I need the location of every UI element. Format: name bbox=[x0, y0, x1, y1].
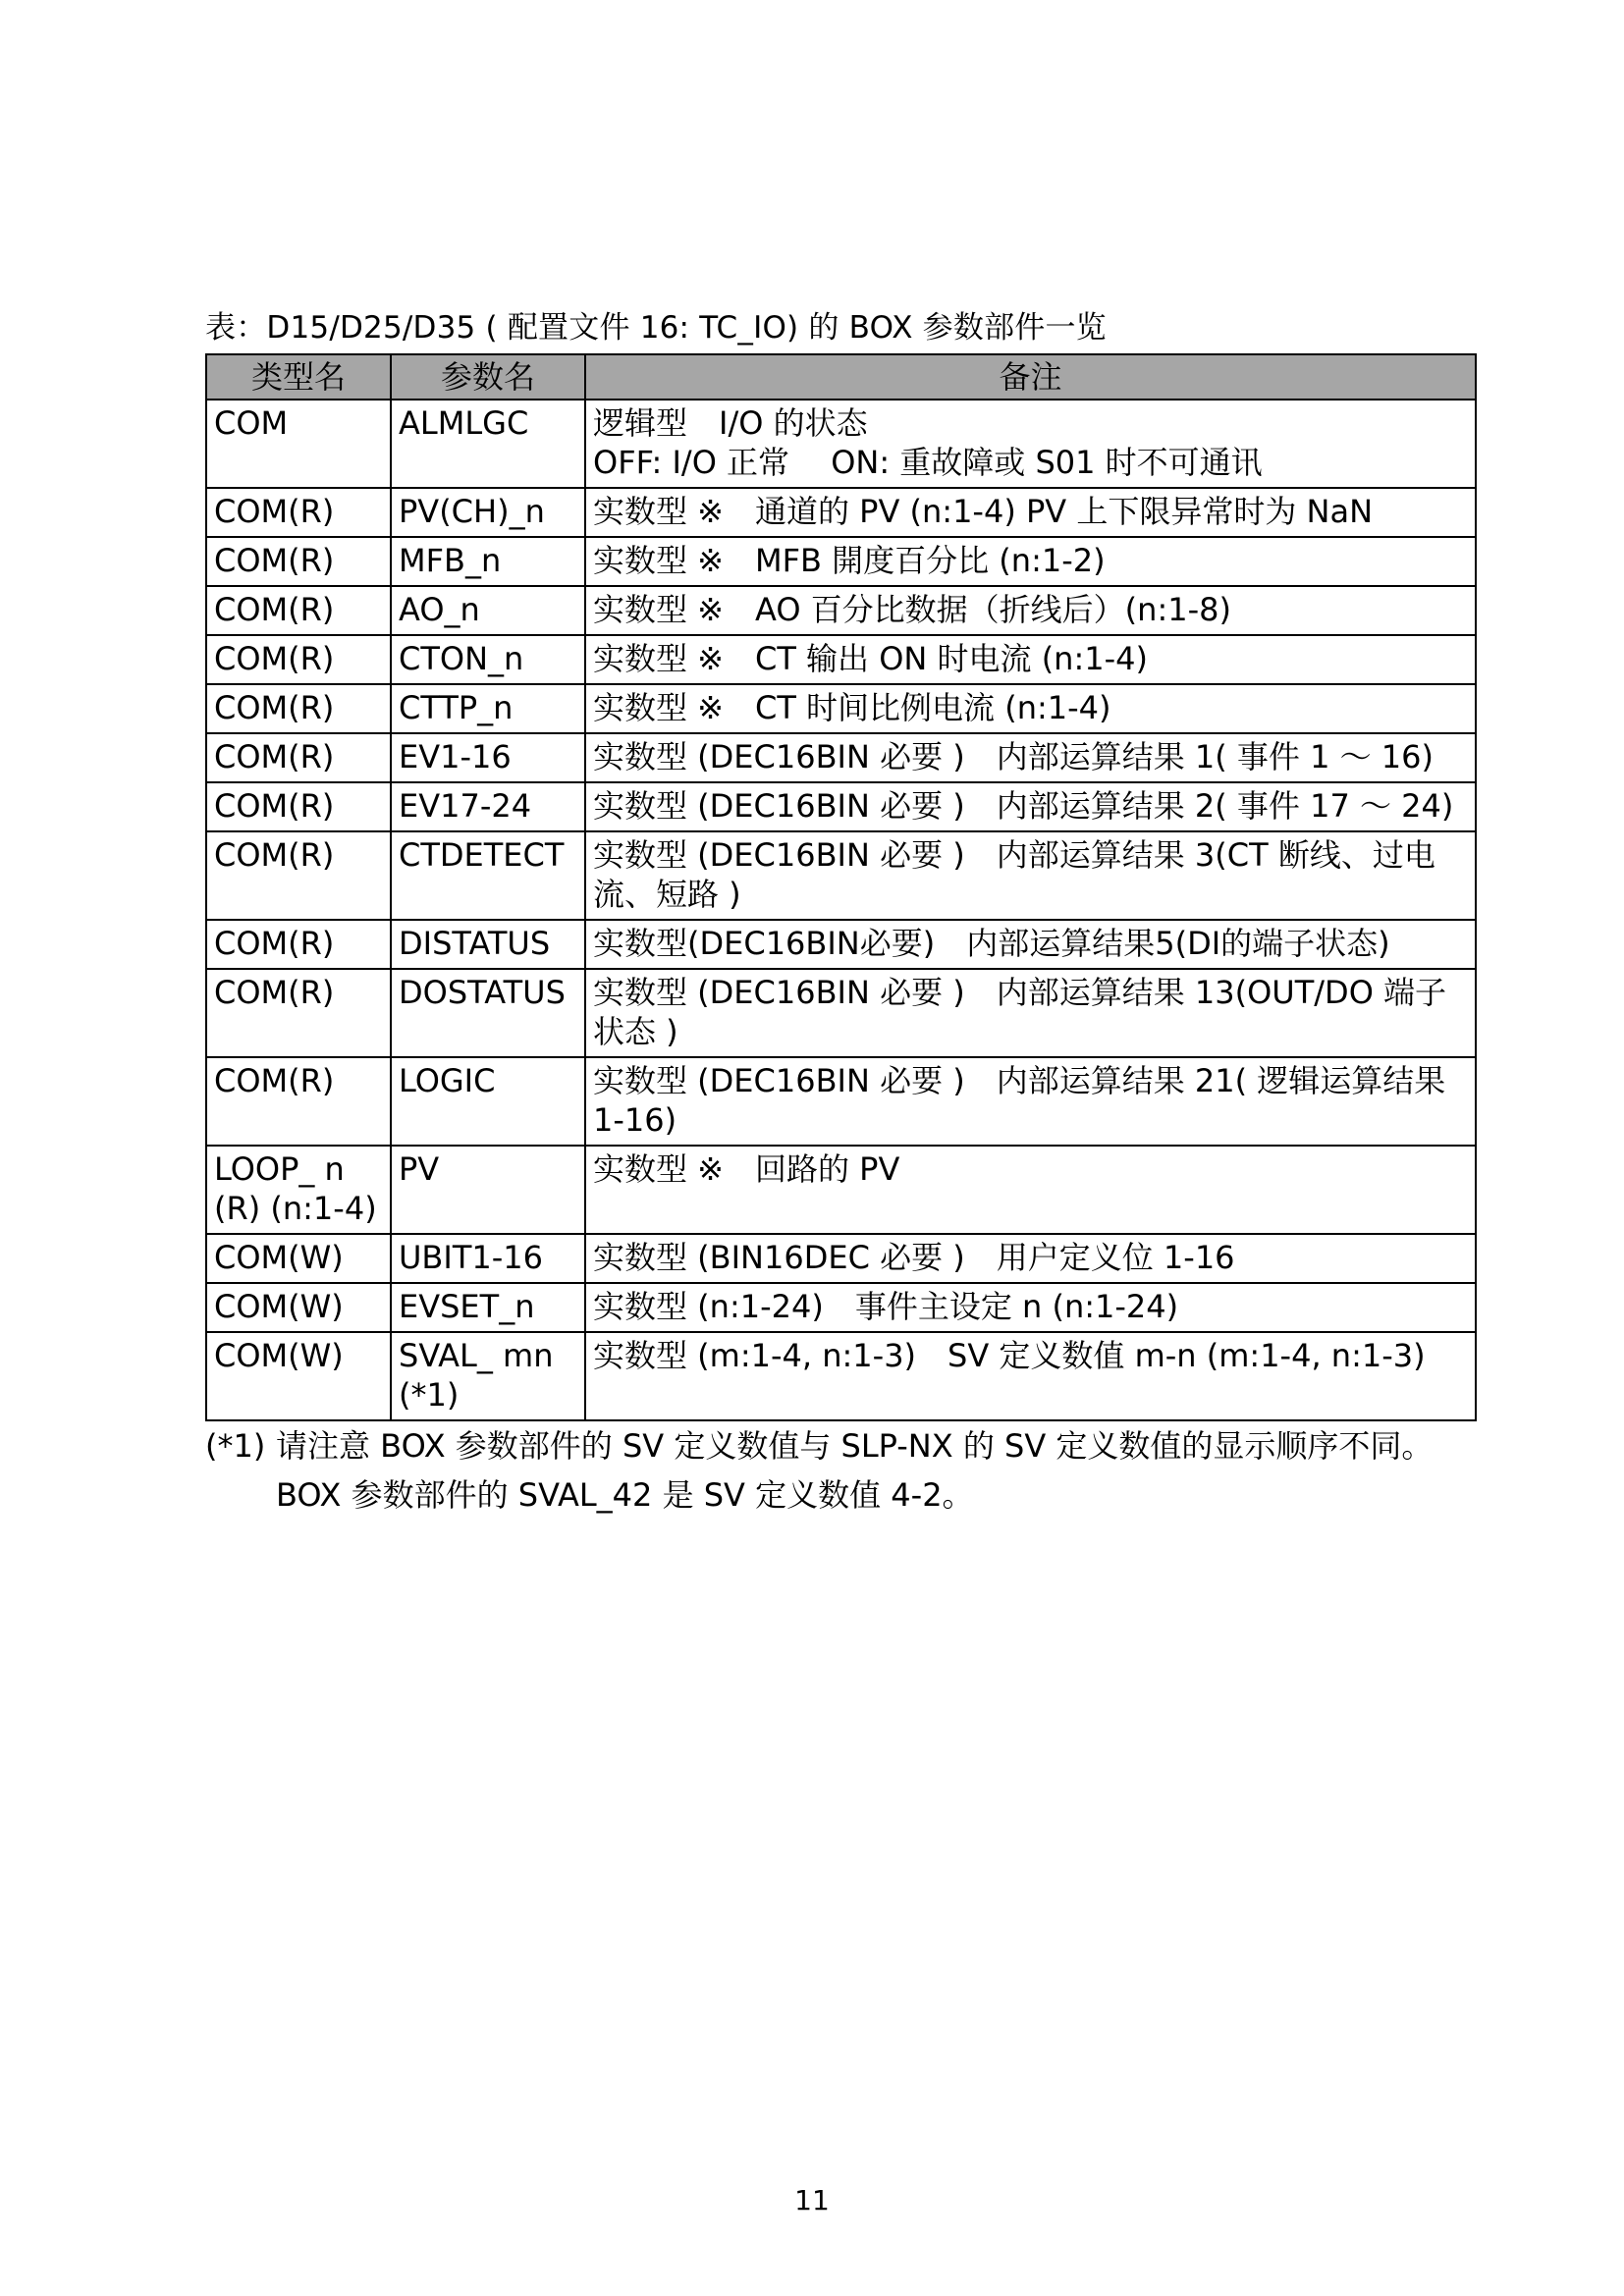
type-name-cell: COM(R) bbox=[206, 733, 391, 782]
param-name-cell: SVAL_ mn(*1) bbox=[391, 1332, 585, 1420]
footnote-line-2: BOX 参数部件的 SVAL_42 是 SV 定义数值 4-2。 bbox=[276, 1476, 974, 1514]
param-name-cell: AO_n bbox=[391, 586, 585, 635]
type-name-cell: COM(R) bbox=[206, 920, 391, 969]
table-row bbox=[206, 1332, 1476, 1420]
note-line: 实数型 (m:1-4, n:1-3) SV 定义数值 m-n (m:1-4, n:1-3) bbox=[593, 1337, 1426, 1374]
type-name-cell: COM(R) bbox=[206, 586, 391, 635]
table-header-row bbox=[206, 354, 1476, 400]
table-row bbox=[206, 586, 1476, 635]
param-name-cell: DISTATUS bbox=[391, 920, 585, 969]
note-cell bbox=[585, 831, 1476, 920]
note-line: 实数型 ※ 回路的 PV bbox=[593, 1150, 900, 1188]
table-row bbox=[206, 920, 1476, 969]
param-name-cell: CTTP_n bbox=[391, 684, 585, 733]
param-name-cell: PV(CH)_n bbox=[391, 488, 585, 537]
note-cell bbox=[585, 635, 1476, 684]
note-line: OFF: I/O 正常 ON: 重故障或 S01 时不可通讯 bbox=[593, 444, 1263, 481]
note-line: 实数型 ※ AO 百分比数据（折线后）(n:1-8) bbox=[593, 591, 1231, 628]
note-line: 实数型 (DEC16BIN 必要 ) 内部运算结果 1( 事件 1 ～ 16) bbox=[593, 738, 1435, 775]
table-row bbox=[206, 1146, 1476, 1234]
table-row bbox=[206, 488, 1476, 537]
note-cell bbox=[585, 586, 1476, 635]
note-cell bbox=[585, 1283, 1476, 1332]
param-name-cell: EVSET_n bbox=[391, 1283, 585, 1332]
note-cell bbox=[585, 969, 1476, 1057]
param-name-cell: ALMLGC bbox=[391, 400, 585, 488]
param-name-cell: EV1-16 bbox=[391, 733, 585, 782]
table-row bbox=[206, 400, 1476, 488]
note-cell bbox=[585, 733, 1476, 782]
table-row bbox=[206, 1234, 1476, 1283]
table-caption: 表：D15/D25/D35 ( 配置文件 16: TC_IO) 的 BOX 参数部件一览 bbox=[205, 310, 1107, 346]
param-name-cell: MFB_n bbox=[391, 537, 585, 586]
note-cell bbox=[585, 488, 1476, 537]
type-name-cell: COM(W) bbox=[206, 1234, 391, 1283]
note-cell bbox=[585, 684, 1476, 733]
param-name-cell: LOGIC bbox=[391, 1057, 585, 1146]
table-row bbox=[206, 537, 1476, 586]
footnote-mark: (*1) bbox=[205, 1427, 266, 1465]
note-cell bbox=[585, 1332, 1476, 1420]
type-name-cell: COM(W) bbox=[206, 1283, 391, 1332]
note-cell bbox=[585, 920, 1476, 969]
note-line: 实数型 ※ CT 输出 ON 时电流 (n:1-4) bbox=[593, 640, 1148, 677]
param-name-cell: CTON_n bbox=[391, 635, 585, 684]
page-number: 11 bbox=[794, 2184, 830, 2216]
footnote bbox=[205, 1421, 1501, 1520]
note-line: 实数型 (DEC16BIN 必要 ) 内部运算结果 2( 事件 17 ～ 24) bbox=[593, 787, 1454, 825]
note-line: 实数型 (DEC16BIN 必要 ) 内部运算结果 3(CT 断线、过电流、短路 ) bbox=[593, 836, 1435, 913]
note-cell bbox=[585, 1146, 1476, 1234]
type-name-cell: COM(R) bbox=[206, 1057, 391, 1146]
header-note: 备注 bbox=[585, 354, 1476, 400]
note-line: 实数型 ※ MFB 開度百分比 (n:1-2) bbox=[593, 542, 1106, 579]
table-body bbox=[206, 400, 1476, 1420]
param-name-cell: DOSTATUS bbox=[391, 969, 585, 1057]
type-name-cell: LOOP_ n(R) (n:1-4) bbox=[206, 1146, 391, 1234]
table-row bbox=[206, 782, 1476, 831]
note-cell bbox=[585, 400, 1476, 488]
type-name-cell: COM bbox=[206, 400, 391, 488]
note-line: 实数型 (DEC16BIN 必要 ) 内部运算结果 13(OUT/DO 端子状态 ) bbox=[593, 974, 1447, 1050]
type-name-cell: COM(R) bbox=[206, 635, 391, 684]
note-cell bbox=[585, 537, 1476, 586]
table-row bbox=[206, 969, 1476, 1057]
note-line: 实数型 (n:1-24) 事件主设定 n (n:1-24) bbox=[593, 1288, 1179, 1325]
type-name-cell: COM(R) bbox=[206, 537, 391, 586]
param-name-cell: CTDETECT bbox=[391, 831, 585, 920]
type-name-cell: COM(R) bbox=[206, 782, 391, 831]
table-row bbox=[206, 635, 1476, 684]
type-name-cell: COM(R) bbox=[206, 684, 391, 733]
param-name-cell: EV17-24 bbox=[391, 782, 585, 831]
table-row bbox=[206, 1283, 1476, 1332]
type-name-cell: COM(W) bbox=[206, 1332, 391, 1420]
box-parameter-table bbox=[205, 353, 1477, 1421]
table-row bbox=[206, 831, 1476, 920]
note-line: 实数型(DEC16BIN必要) 内部运算结果5(DI的端子状态) bbox=[593, 925, 1390, 962]
note-cell bbox=[585, 782, 1476, 831]
note-line: 实数型 ※ 通道的 PV (n:1-4) PV 上下限异常时为 NaN bbox=[593, 493, 1374, 530]
type-name-cell: COM(R) bbox=[206, 488, 391, 537]
type-name-cell: COM(R) bbox=[206, 969, 391, 1057]
note-line: 实数型 (DEC16BIN 必要 ) 内部运算结果 21( 逻辑运算结果 1-16) bbox=[593, 1062, 1446, 1139]
param-name-cell: PV bbox=[391, 1146, 585, 1234]
type-name-cell: COM(R) bbox=[206, 831, 391, 920]
header-param-name: 参数名 bbox=[391, 354, 585, 400]
note-line: 实数型 (BIN16DEC 必要 ) 用户定义位 1-16 bbox=[593, 1239, 1235, 1276]
note-cell bbox=[585, 1234, 1476, 1283]
header-type-name: 类型名 bbox=[206, 354, 391, 400]
table-row bbox=[206, 684, 1476, 733]
note-cell bbox=[585, 1057, 1476, 1146]
table-row bbox=[206, 1057, 1476, 1146]
note-line: 逻辑型 I/O 的状态 bbox=[593, 404, 868, 442]
table-row bbox=[206, 733, 1476, 782]
note-line: 实数型 ※ CT 时间比例电流 (n:1-4) bbox=[593, 689, 1111, 726]
footnote-text-1: 请注意 BOX 参数部件的 SV 定义数值与 SLP-NX 的 SV 定义数值的显示顺序不同。 bbox=[276, 1427, 1434, 1465]
footnote-line-1 bbox=[205, 1421, 1501, 1470]
param-name-cell: UBIT1-16 bbox=[391, 1234, 585, 1283]
